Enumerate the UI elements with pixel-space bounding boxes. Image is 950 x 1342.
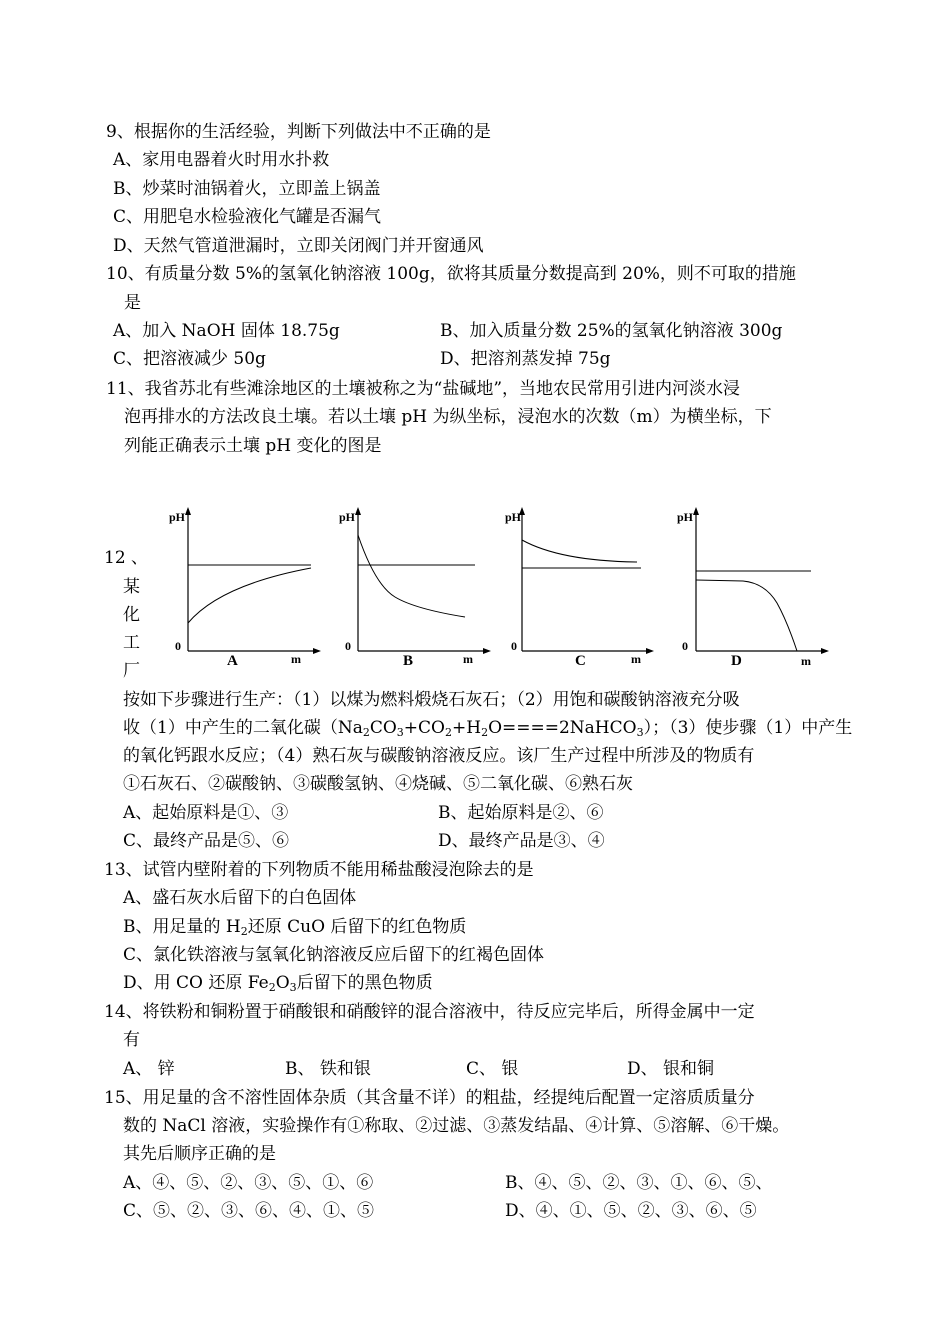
graph-b-x-label: m	[463, 652, 473, 666]
q12-option-b: B、起始原料是②、⑥	[438, 803, 604, 823]
q15-stem-line2: 数的 NaCl 溶液，实验操作有①称取、②过滤、③蒸发结晶、④计算、⑤溶解、⑥干燥。	[123, 1116, 790, 1136]
q12-option-c: C、最终产品是⑤、⑥	[123, 831, 290, 851]
q9-option-a: A、家用电器着火时用水扑救	[113, 150, 330, 170]
q9-option-d: D、天然气管道泄漏时，立即关闭阀门并开窗通风	[113, 236, 484, 256]
q14-stem-line2: 有	[123, 1030, 140, 1050]
graph-b-origin: 0	[345, 639, 351, 653]
graph-a	[165, 505, 325, 670]
q13-option-b: B、用足量的 $H_2$还原 CuO 后留下的红色物质	[123, 917, 467, 938]
q12-vertical-char-1: 某	[123, 577, 140, 597]
q11-stem-line2: 泡再排水的方法改良土壤。若以土壤 pH 为纵坐标，浸泡水的次数（m）为横坐标，下	[124, 407, 772, 427]
q12-option-d: D、最终产品是③、④	[438, 831, 605, 851]
graph-c-y-label: pH	[505, 510, 522, 524]
q15-option-a: A、④、⑤、②、③、⑤、①、⑥	[123, 1173, 374, 1193]
graph-c-x-label: m	[631, 652, 641, 666]
q14-option-d: D、 银和铜	[627, 1059, 715, 1079]
graph-b	[335, 505, 495, 670]
graph-a-label: A	[227, 653, 238, 669]
graph-b-y-label: pH	[339, 510, 356, 524]
graph-d	[673, 505, 833, 670]
q15-stem-line3: 其先后顺序正确的是	[123, 1144, 276, 1164]
graph-b-label: B	[403, 653, 414, 669]
q15-option-c: C、⑤、②、③、⑥、④、①、⑤	[123, 1201, 375, 1221]
q12-line2: 收（1）中产生的二氧化碳$(Na_2CO_3+CO_2+H_2O====2NaHCO_3)$；（3）使步骤（1）中产生	[123, 718, 853, 739]
q13-stem: 13、试管内壁附着的下列物质不能用稀盐酸浸泡除去的是	[104, 860, 534, 880]
q13-option-a: A、盛石灰水后留下的白色固体	[123, 888, 357, 908]
q15-option-d: D、④、①、⑤、②、③、⑥、⑤	[505, 1201, 757, 1221]
q12-line1: 按如下步骤进行生产：（1）以煤为燃料煅烧石灰石；（2）用饱和碳酸钠溶液充分吸	[123, 690, 740, 710]
q10-stem-line1: 10、有质量分数 5%的氢氧化钠溶液 100g，欲将其质量分数提高到 20%，则不可取的措施	[106, 264, 796, 284]
q9-option-b: B、炒菜时油锅着火，立即盖上锅盖	[113, 179, 381, 199]
q10-option-b: B、加入质量分数 25%的氢氧化钠溶液 300g	[440, 321, 783, 341]
q10-option-a: A、加入 NaOH 固体 18.75g	[113, 321, 340, 341]
q12-option-a: A、起始原料是①、③	[123, 803, 289, 823]
q12-vertical-char-4: 厂	[123, 661, 140, 681]
q15-option-b: B、④、⑤、②、③、①、⑥、⑤、	[505, 1173, 773, 1193]
q10-option-d: D、把溶剂蒸发掉 75g	[440, 349, 611, 369]
q13-option-d: D、用 CO 还原 $Fe_2O_3$后留下的黑色物质	[123, 973, 433, 994]
graph-c-label: C	[575, 653, 586, 669]
graph-a-origin: 0	[175, 639, 181, 653]
graph-c	[505, 505, 665, 670]
q11-stem-line3: 列能正确表示土壤 pH 变化的图是	[124, 436, 382, 456]
q15-stem-line1: 15、用足量的含不溶性固体杂质（其含量不详）的粗盐，经提纯后配置一定溶质质量分	[104, 1088, 755, 1108]
q14-option-c: C、 银	[466, 1059, 519, 1079]
graph-d-x-label: m	[801, 654, 811, 668]
graph-a-x-label: m	[291, 652, 301, 666]
q13-option-c: C、氯化铁溶液与氢氧化钠溶液反应后留下的红褐色固体	[123, 945, 545, 965]
q14-stem-line1: 14、将铁粉和铜粉置于硝酸银和硝酸锌的混合溶液中，待反应完毕后，所得金属中一定	[104, 1002, 755, 1022]
q12-vertical-char-3: 工	[123, 633, 140, 653]
q12-number: 12 、	[104, 548, 149, 568]
q14-option-a: A、 锌	[123, 1059, 175, 1079]
q12-line3: 的氧化钙跟水反应；（4）熟石灰与碳酸钠溶液反应。该厂生产过程中所涉及的物质有	[123, 746, 755, 766]
q9-option-c: C、用肥皂水检验液化气罐是否漏气	[113, 207, 382, 227]
graph-a-y-label: pH	[169, 510, 186, 524]
q12-vertical-char-2: 化	[123, 605, 140, 625]
q10-option-c: C、把溶液减少 50g	[113, 349, 266, 369]
graph-c-origin: 0	[511, 639, 517, 653]
q11-stem-line1: 11、我省苏北有些滩涂地区的土壤被称之为“盐碱地”，当地农民常用引进内河淡水浸	[106, 379, 741, 399]
q14-option-b: B、 铁和银	[285, 1059, 371, 1079]
q9-stem: 9、根据你的生活经验，判断下列做法中不正确的是	[106, 122, 491, 142]
graph-d-origin: 0	[682, 639, 688, 653]
graph-d-label: D	[731, 653, 742, 669]
q10-stem-line2: 是	[124, 293, 141, 313]
graph-d-y-label: pH	[677, 510, 694, 524]
q12-line4: ①石灰石、②碳酸钠、③碳酸氢钠、④烧碱、⑤二氧化碳、⑥熟石灰	[123, 774, 633, 794]
